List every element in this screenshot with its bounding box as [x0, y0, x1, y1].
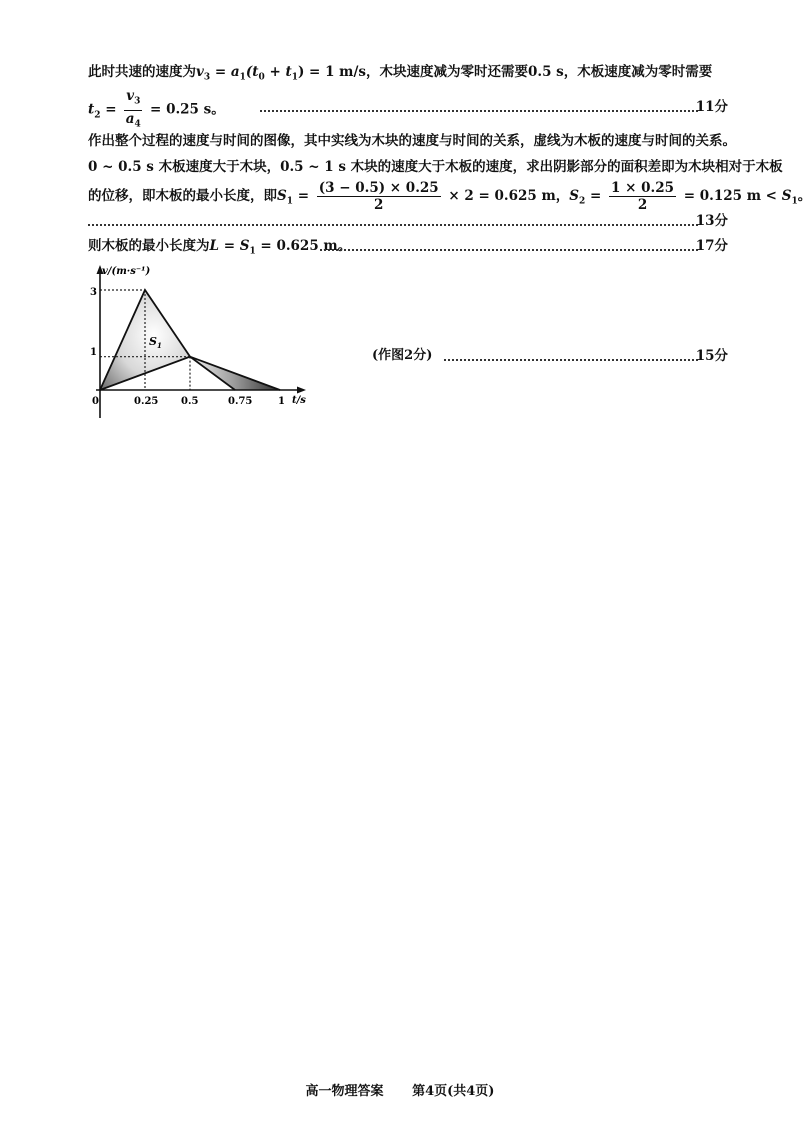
score-label: 13分	[695, 213, 728, 229]
denominator: 2	[637, 197, 648, 213]
subscript: 1	[791, 196, 798, 207]
text: × 2 = 0.625 m，	[443, 188, 570, 204]
symbol: L	[209, 238, 219, 254]
text: 则木板的最小长度为	[88, 238, 210, 254]
symbol: a	[230, 64, 240, 80]
text: 此时共速的速度为	[88, 64, 196, 80]
symbol: S	[239, 238, 250, 254]
symbol: S	[277, 188, 287, 204]
subscript: 1	[291, 72, 298, 83]
solution-line-1	[88, 62, 712, 88]
score-leader-17	[320, 236, 728, 256]
subscript: 2	[94, 110, 101, 121]
footer-page-number: 第4页(共4页)	[412, 1084, 495, 1099]
page-footer	[0, 1080, 800, 1099]
score-leader-13	[88, 211, 728, 231]
subscript: 4	[134, 119, 141, 130]
solution-line-7	[88, 236, 351, 262]
y-axis-label: v/(m·s⁻¹)	[102, 266, 151, 277]
denominator: 2	[374, 197, 384, 213]
subscript: 3	[203, 72, 211, 83]
text: =	[219, 238, 240, 254]
numerator: (3 − 0.5) × 0.25	[318, 180, 439, 196]
score-leader-11	[260, 97, 728, 117]
x-axis-arrow	[297, 387, 306, 394]
symbol: S	[781, 188, 792, 204]
graph-note-label: (作图2分)	[372, 348, 433, 363]
x-axis-label: t/s	[292, 395, 306, 406]
subscript: 1	[286, 196, 294, 207]
x-tick-label-0: 0	[92, 396, 99, 407]
text: ，木块速度减为零时还需要0.5 s，木板速度减为零时需要	[365, 64, 713, 80]
text: ) = 1 m/s	[297, 64, 366, 80]
symbol: + t	[264, 64, 292, 80]
text: 。	[797, 188, 811, 204]
solution-line-5	[88, 180, 811, 213]
numerator: v	[126, 88, 135, 104]
symbol: t	[88, 101, 95, 118]
symbol: v	[196, 64, 204, 80]
fraction	[317, 180, 441, 213]
x-tick-label-05: 0.5	[181, 396, 199, 407]
velocity-time-graph	[80, 260, 320, 425]
text: = 0.125 m <	[679, 188, 782, 204]
y-tick-label-1: 1	[90, 347, 97, 358]
text: =	[585, 188, 607, 204]
score-label: 11分	[695, 99, 728, 115]
footer-subject: 高一物理答案	[305, 1084, 384, 1099]
solution-line-2	[88, 88, 225, 132]
score-label: 15分	[695, 348, 728, 364]
score-label: 17分	[695, 238, 728, 254]
subscript: 1	[249, 246, 256, 257]
denominator: a	[125, 110, 135, 127]
solution-line-4: 0 ~ 0.5 s 木板速度大于木块，0.5 ~ 1 s 木块的速度大于木板的速度，求出阴影部分的面积差即为木块相对于木板	[88, 159, 783, 175]
x-tick-label-025: 0.25	[134, 396, 159, 407]
solution-line-3: 作出整个过程的速度与时间的图像，其中实线为木块的速度与时间的关系，虚线为木板的速度与时间的关系。	[88, 133, 736, 149]
symbol: (t	[245, 64, 259, 80]
text: 的位移，即木板的最小长度，即	[88, 188, 277, 204]
subscript: 2	[579, 196, 586, 207]
y-tick-label-3: 3	[90, 287, 97, 298]
text: = 0.25 s。	[145, 101, 225, 118]
text: =	[100, 101, 122, 118]
subscript: 0	[258, 72, 265, 83]
x-tick-label-1: 1	[278, 396, 285, 407]
subscript: 1	[239, 72, 246, 83]
fraction	[124, 88, 142, 132]
subscript: 3	[134, 96, 141, 107]
x-tick-label-075: 0.75	[228, 396, 253, 407]
numerator: 1 × 0.25	[611, 180, 675, 196]
symbol: S	[569, 188, 580, 204]
text: =	[293, 188, 314, 204]
text: = 0.625 m。	[255, 238, 352, 254]
region-label-s1: $S_1$	[149, 335, 162, 350]
fraction	[609, 180, 676, 213]
text: =	[210, 64, 231, 80]
graph-score-note	[372, 346, 728, 366]
